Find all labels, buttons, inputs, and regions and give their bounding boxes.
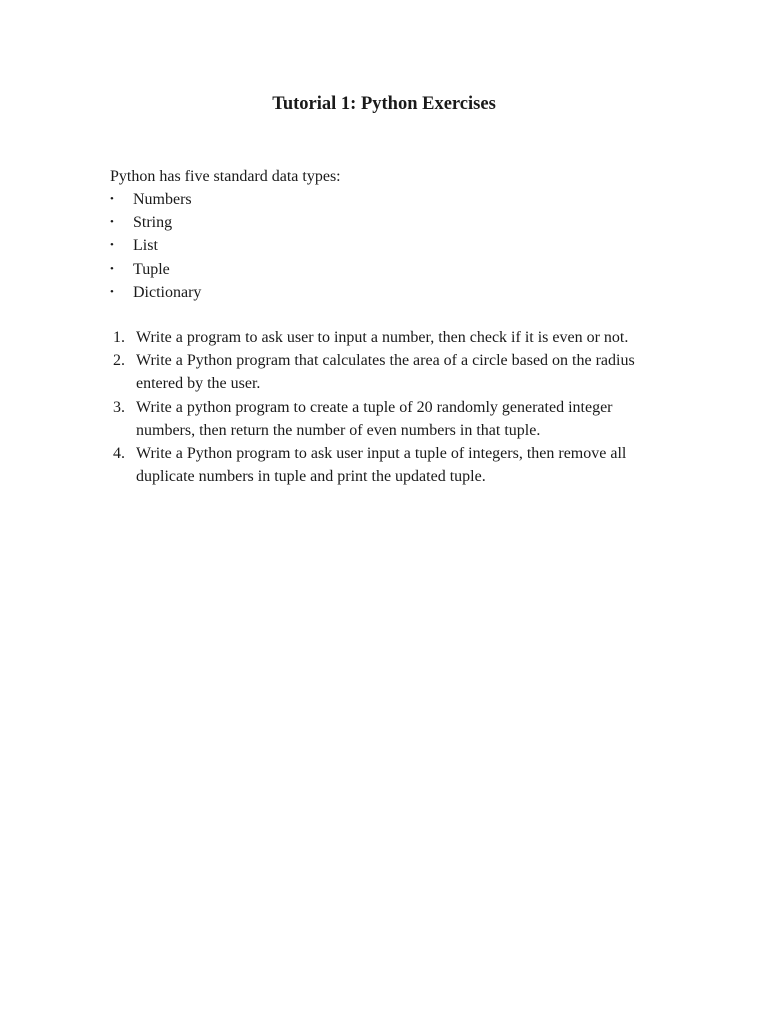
exercise-item — [110, 396, 655, 442]
exercise-text: Write a program to ask user to input a number, then check if it is even or not. — [136, 329, 629, 346]
data-types-list — [110, 188, 201, 304]
bullet-icon: • — [110, 239, 114, 252]
exercise-item — [110, 349, 655, 395]
list-item-text: Numbers — [133, 191, 192, 208]
exercise-number: 1. — [113, 329, 125, 346]
bullet-icon: • — [110, 285, 114, 298]
list-item — [110, 258, 201, 281]
exercise-number: 4. — [113, 445, 125, 463]
exercise-item — [110, 442, 655, 488]
exercise-number: 3. — [113, 398, 125, 416]
list-item-text: Dictionary — [133, 283, 202, 301]
exercise-text: Write a Python program to ask user input a tuple of integers, then remove all duplicate numbers in tuple and print the updated tuple. — [136, 445, 627, 486]
bullet-icon: • — [110, 193, 114, 205]
exercise-list — [110, 326, 655, 488]
bullet-icon: • — [110, 216, 114, 229]
list-item-text: String — [133, 214, 173, 232]
list-item-text: Tuple — [133, 260, 170, 278]
list-item-text: List — [133, 237, 158, 255]
list-item — [110, 211, 201, 234]
exercise-item — [110, 326, 655, 349]
exercise-text: Write a python program to create a tuple of 20 randomly generated integer numbers, then return the number of even numbers in that tuple. — [136, 398, 613, 439]
intro-text: Python has five standard data types: — [110, 168, 341, 185]
list-item — [110, 281, 201, 304]
list-item — [110, 234, 201, 257]
page-title: Tutorial 1: Python Exercises — [272, 94, 496, 114]
list-item — [110, 188, 201, 211]
exercise-number: 2. — [113, 352, 125, 370]
exercise-text: Write a Python program that calculates the area of a circle based on the radius entered by the user. — [136, 352, 635, 393]
bullet-icon: • — [110, 262, 114, 275]
